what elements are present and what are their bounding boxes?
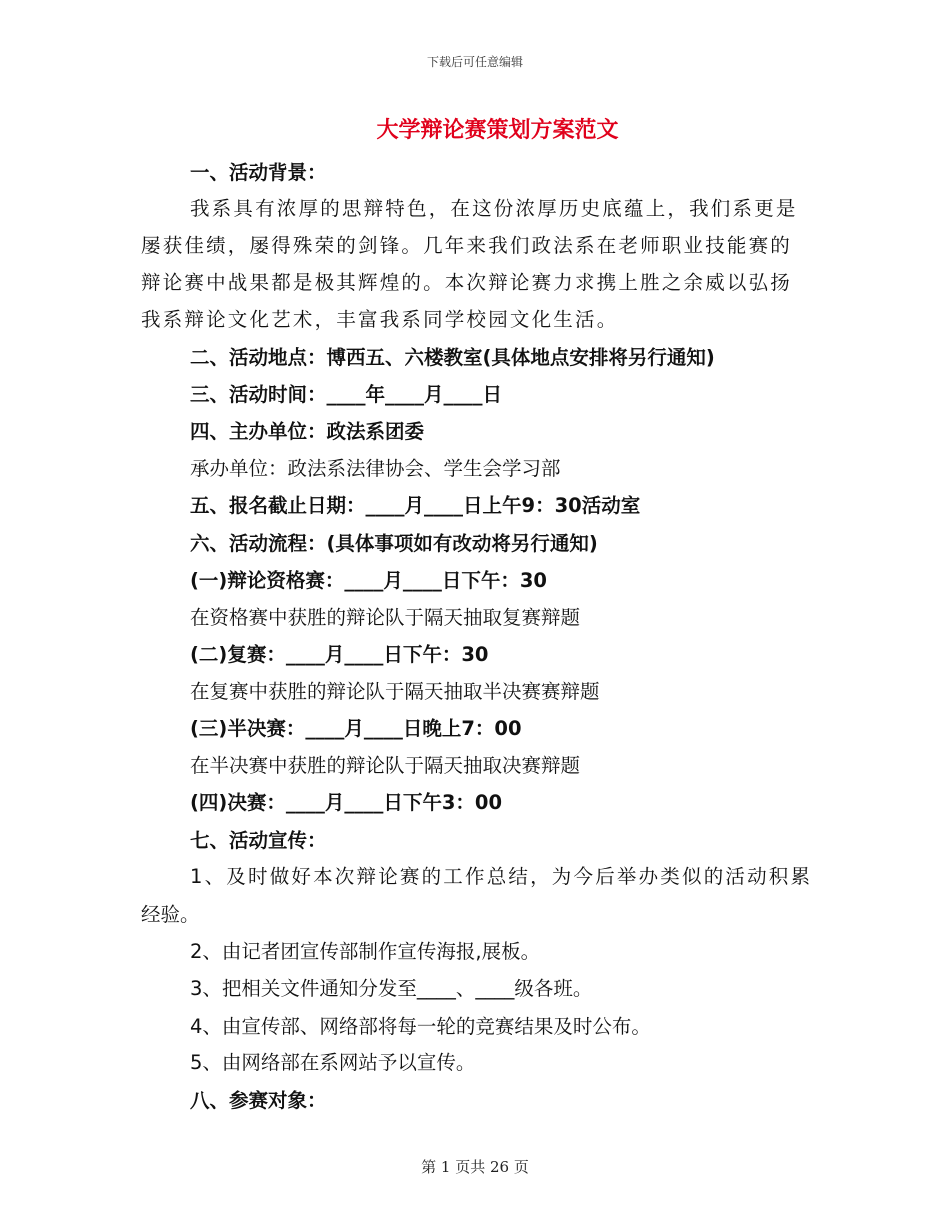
round-note: 在资格赛中获胜的辩论队于隔天抽取复赛辩题 — [190, 606, 581, 629]
list-item: 3、把相关文件通知分发至____、____级各班。 — [190, 977, 593, 1000]
section-heading-participants: 八、参赛对象： — [190, 1089, 327, 1112]
paragraph-line: 我系辩论文化艺术，丰富我系同学校园文化生活。 — [141, 308, 619, 331]
round-semifinal: (三)半决赛：____月____日晚上7：00 — [190, 717, 522, 740]
document-title: 大学辩论赛策划方案范文 — [376, 118, 619, 143]
round-second: (二)复赛：____月____日下午：30 — [190, 643, 489, 666]
round-final: (四)决赛：____月____日下午3：00 — [190, 791, 503, 814]
list-item: 5、由网络部在系网站予以宣传。 — [190, 1051, 476, 1074]
paragraph-line: 我系具有浓厚的思辩特色，在这份浓厚历史底蕴上，我们系更是 — [190, 197, 798, 220]
section-heading-deadline: 五、报名截止日期：____月____日上午9：30活动室 — [190, 494, 641, 517]
paragraph-line: 屡获佳绩，屡得殊荣的剑锋。几年来我们政法系在老师职业技能赛的 — [141, 234, 793, 257]
section-heading-publicity: 七、活动宣传： — [190, 829, 327, 852]
round-note: 在半决赛中获胜的辩论队于隔天抽取决赛辩题 — [190, 754, 581, 777]
list-item: 1、及时做好本次辩论赛的工作总结，为今后举办类似的活动积累 — [190, 865, 813, 888]
list-item: 2、由记者团宣传部制作宣传海报,展板。 — [190, 940, 541, 963]
section-heading-background: 一、活动背景： — [190, 161, 327, 184]
section-heading-location: 二、活动地点：博西五、六楼教室(具体地点安排将另行通知) — [190, 346, 715, 369]
section-heading-process: 六、活动流程：(具体事项如有改动将另行通知) — [190, 532, 598, 555]
header-note: 下载后可任意编辑 — [426, 55, 523, 69]
page-number: 第 1 页共 26 页 — [421, 1158, 529, 1176]
section-heading-organizer: 四、主办单位：政法系团委 — [190, 420, 425, 443]
list-item: 4、由宣传部、网络部将每一轮的竞赛结果及时公布。 — [190, 1015, 651, 1038]
paragraph-line: 辩论赛中战果都是极其辉煌的。本次辩论赛力求携上胜之余威以弘扬 — [141, 271, 793, 294]
round-qualifier: (一)辩论资格赛：____月____日下午：30 — [190, 569, 547, 592]
list-item-continuation: 经验。 — [141, 903, 200, 926]
round-note: 在复赛中获胜的辩论队于隔天抽取半决赛赛辩题 — [190, 680, 600, 703]
co-organizer-line: 承办单位：政法系法律协会、学生会学习部 — [190, 457, 561, 480]
section-heading-time: 三、活动时间：____年____月____日 — [190, 383, 503, 406]
